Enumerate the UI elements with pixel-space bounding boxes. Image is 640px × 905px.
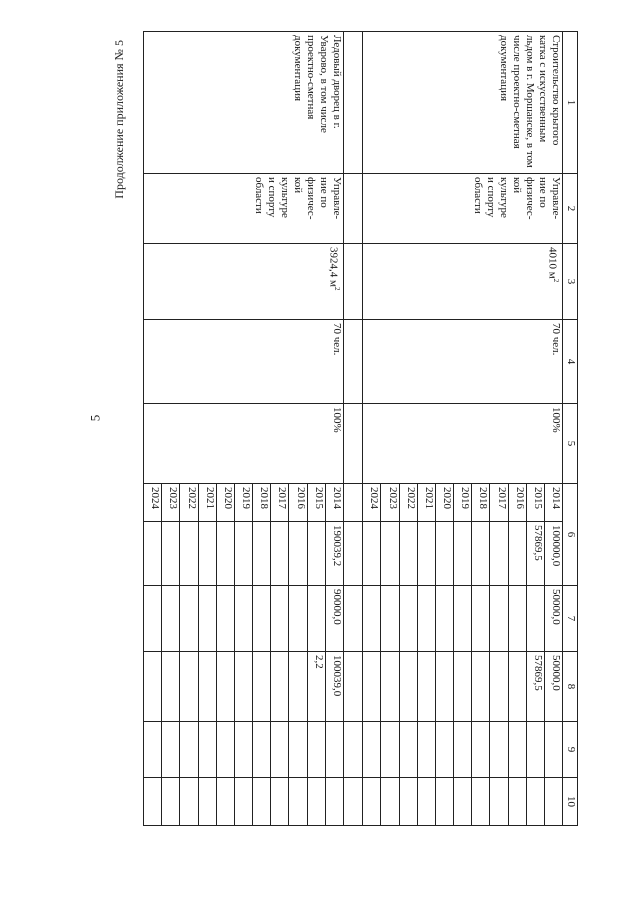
col7-value-cell	[490, 586, 508, 652]
header-9: 9	[563, 722, 578, 778]
col8-value-cell: 100039,0	[325, 652, 343, 722]
col8-value-cell: 2,2	[307, 652, 325, 722]
year-cell: 2016	[289, 484, 307, 522]
col6-value-cell: 57869,5	[526, 522, 544, 586]
separator-cell	[343, 722, 362, 778]
col9-empty-cell	[544, 722, 562, 778]
col10-empty-cell	[325, 778, 343, 826]
area-cell	[144, 244, 344, 320]
col6-value-cell	[417, 522, 435, 586]
col8-value-cell	[234, 652, 252, 722]
executor-cell-text: Управле- ние по физичес- кой культуре и спорту области	[252, 177, 343, 220]
col7-value-cell	[180, 586, 198, 652]
separator-cell	[343, 404, 362, 484]
col6-value-cell	[363, 522, 381, 586]
col7-value-cell	[234, 586, 252, 652]
separator-cell	[343, 522, 362, 586]
col6-value-cell	[253, 522, 271, 586]
col9-empty-cell	[435, 722, 453, 778]
year-cell: 2020	[435, 484, 453, 522]
col7-value-cell	[508, 586, 526, 652]
area-unit-exponent: 2	[332, 286, 341, 291]
col7-value-cell: 50000,0	[544, 586, 562, 652]
header-2: 2	[563, 174, 578, 244]
header-row	[563, 32, 578, 826]
col8-value-cell	[289, 652, 307, 722]
header-1: 1	[563, 32, 578, 174]
col10-empty-cell	[363, 778, 381, 826]
col10-empty-cell	[435, 778, 453, 826]
area-cell-text: 3924,4 м	[327, 247, 340, 287]
col7-value-cell	[454, 586, 472, 652]
col6-value-cell	[234, 522, 252, 586]
col7-value-cell	[417, 586, 435, 652]
year-cell: 2015	[526, 484, 544, 522]
area-cell-text: 4010 м	[546, 247, 559, 279]
year-cell: 2017	[271, 484, 289, 522]
col9-empty-cell	[271, 722, 289, 778]
col8-value-cell	[162, 652, 180, 722]
col10-empty-cell	[289, 778, 307, 826]
table-body	[144, 32, 563, 826]
col9-empty-cell	[454, 722, 472, 778]
col6-value-cell	[198, 522, 216, 586]
executor-cell	[144, 174, 344, 244]
year-cell: 2015	[307, 484, 325, 522]
year-cell: 2022	[180, 484, 198, 522]
col10-empty-cell	[472, 778, 490, 826]
col10-empty-cell	[490, 778, 508, 826]
col9-empty-cell	[144, 722, 162, 778]
page-number: 5	[87, 414, 103, 422]
year-cell: 2019	[234, 484, 252, 522]
col6-value-cell	[454, 522, 472, 586]
capacity-cell	[363, 320, 563, 404]
separator-cell	[343, 586, 362, 652]
executor-cell	[363, 174, 563, 244]
col8-value-cell	[198, 652, 216, 722]
col8-value-cell	[417, 652, 435, 722]
col8-value-cell	[363, 652, 381, 722]
col8-value-cell	[216, 652, 234, 722]
col9-empty-cell	[508, 722, 526, 778]
col10-empty-cell	[307, 778, 325, 826]
col6-value-cell	[289, 522, 307, 586]
area-unit-exponent: 2	[552, 278, 560, 283]
separator-cell	[343, 320, 362, 404]
col6-value-cell	[472, 522, 490, 586]
col10-empty-cell	[417, 778, 435, 826]
col8-value-cell	[508, 652, 526, 722]
col10-empty-cell	[399, 778, 417, 826]
header-4: 4	[563, 320, 578, 404]
col8-value-cell	[472, 652, 490, 722]
header-10: 10	[563, 778, 578, 826]
project-name-cell	[363, 32, 563, 174]
col8-value-cell: 57869,5	[526, 652, 544, 722]
col9-empty-cell	[399, 722, 417, 778]
col9-empty-cell	[526, 722, 544, 778]
header-3: 3	[563, 244, 578, 320]
col9-empty-cell	[417, 722, 435, 778]
col9-empty-cell	[198, 722, 216, 778]
col7-value-cell	[216, 586, 234, 652]
col10-empty-cell	[253, 778, 271, 826]
separator-cell	[343, 174, 362, 244]
row-separator	[343, 32, 362, 826]
year-cell: 2014	[544, 484, 562, 522]
appendix-table	[143, 31, 578, 826]
col9-empty-cell	[234, 722, 252, 778]
col10-empty-cell	[180, 778, 198, 826]
col9-empty-cell	[307, 722, 325, 778]
continuation-title-text: Продолжение приложения № 5	[112, 40, 126, 199]
col10-empty-cell	[234, 778, 252, 826]
separator-cell	[343, 652, 362, 722]
area-cell	[363, 244, 563, 320]
col7-value-cell	[289, 586, 307, 652]
col10-empty-cell	[508, 778, 526, 826]
col7-value-cell	[198, 586, 216, 652]
col6-value-cell	[271, 522, 289, 586]
col6-value-cell	[216, 522, 234, 586]
col7-value-cell	[472, 586, 490, 652]
capacity-cell-text: 70 чел.	[550, 323, 562, 356]
readiness-cell	[363, 404, 563, 484]
col10-empty-cell	[198, 778, 216, 826]
col9-empty-cell	[162, 722, 180, 778]
col9-empty-cell	[490, 722, 508, 778]
year-cell: 2023	[162, 484, 180, 522]
header-8: 8	[563, 652, 578, 722]
col6-value-cell	[435, 522, 453, 586]
col10-empty-cell	[454, 778, 472, 826]
col9-empty-cell	[363, 722, 381, 778]
col6-value-cell	[144, 522, 162, 586]
col7-value-cell	[399, 586, 417, 652]
col10-empty-cell	[216, 778, 234, 826]
col7-value-cell	[435, 586, 453, 652]
project-name-cell-text: Ледовый дворец в г. Уварово, в том числе проектно-сметная документация	[291, 35, 343, 133]
year-cell: 2018	[253, 484, 271, 522]
year-cell: 2018	[472, 484, 490, 522]
readiness-cell	[144, 404, 344, 484]
project-name-cell	[144, 32, 344, 174]
col9-empty-cell	[180, 722, 198, 778]
table-row	[544, 32, 562, 826]
year-cell: 2024	[144, 484, 162, 522]
col7-value-cell	[271, 586, 289, 652]
col8-value-cell	[490, 652, 508, 722]
appendix-table-rotated	[143, 31, 578, 825]
col9-empty-cell	[381, 722, 399, 778]
project-name-cell-text: Строительство крытого катка с искусственным льдом в г. Моршанске, в том числе проектно-сметная документация	[498, 35, 562, 168]
executor-cell-text: Управле- ние по физичес- кой культуре и спорту области	[472, 177, 562, 220]
capacity-cell	[144, 320, 344, 404]
col7-value-cell	[381, 586, 399, 652]
year-cell: 2021	[417, 484, 435, 522]
col8-value-cell	[435, 652, 453, 722]
col6-value-cell: 100000,0	[544, 522, 562, 586]
year-cell: 2023	[381, 484, 399, 522]
year-cell: 2017	[490, 484, 508, 522]
col8-value-cell: 50000,0	[544, 652, 562, 722]
separator-cell	[343, 244, 362, 320]
year-cell: 2021	[198, 484, 216, 522]
col7-value-cell	[162, 586, 180, 652]
col7-value-cell	[526, 586, 544, 652]
col7-value-cell: 90000,0	[325, 586, 343, 652]
col10-empty-cell	[526, 778, 544, 826]
col6-value-cell	[508, 522, 526, 586]
col6-value-cell	[180, 522, 198, 586]
col8-value-cell	[454, 652, 472, 722]
table-row	[325, 32, 343, 826]
year-cell: 2016	[508, 484, 526, 522]
separator-cell	[343, 778, 362, 826]
col8-value-cell	[271, 652, 289, 722]
col9-empty-cell	[216, 722, 234, 778]
col8-value-cell	[180, 652, 198, 722]
col6-value-cell	[381, 522, 399, 586]
col7-value-cell	[144, 586, 162, 652]
col8-value-cell	[399, 652, 417, 722]
capacity-cell-text: 70 чел.	[330, 323, 343, 356]
col8-value-cell	[144, 652, 162, 722]
col9-empty-cell	[289, 722, 307, 778]
readiness-cell-text: 100%	[550, 407, 562, 433]
col10-empty-cell	[544, 778, 562, 826]
col6-value-cell	[307, 522, 325, 586]
col6-value-cell: 190039,2	[325, 522, 343, 586]
col9-empty-cell	[253, 722, 271, 778]
col8-value-cell	[381, 652, 399, 722]
col7-value-cell	[253, 586, 271, 652]
year-cell: 2022	[399, 484, 417, 522]
year-cell: 2019	[454, 484, 472, 522]
header-6: 6	[563, 484, 578, 586]
col7-value-cell	[363, 586, 381, 652]
readiness-cell-text: 100%	[330, 407, 343, 433]
year-cell: 2014	[325, 484, 343, 522]
col9-empty-cell	[325, 722, 343, 778]
col7-value-cell	[307, 586, 325, 652]
year-cell: 2020	[216, 484, 234, 522]
col8-value-cell	[253, 652, 271, 722]
separator-cell	[343, 32, 362, 174]
col9-empty-cell	[472, 722, 490, 778]
col10-empty-cell	[162, 778, 180, 826]
header-7: 7	[563, 586, 578, 652]
col10-empty-cell	[271, 778, 289, 826]
header-5: 5	[563, 404, 578, 484]
col6-value-cell	[399, 522, 417, 586]
col10-empty-cell	[144, 778, 162, 826]
year-cell: 2024	[363, 484, 381, 522]
separator-cell	[343, 484, 362, 522]
col10-empty-cell	[381, 778, 399, 826]
col6-value-cell	[162, 522, 180, 586]
col6-value-cell	[490, 522, 508, 586]
